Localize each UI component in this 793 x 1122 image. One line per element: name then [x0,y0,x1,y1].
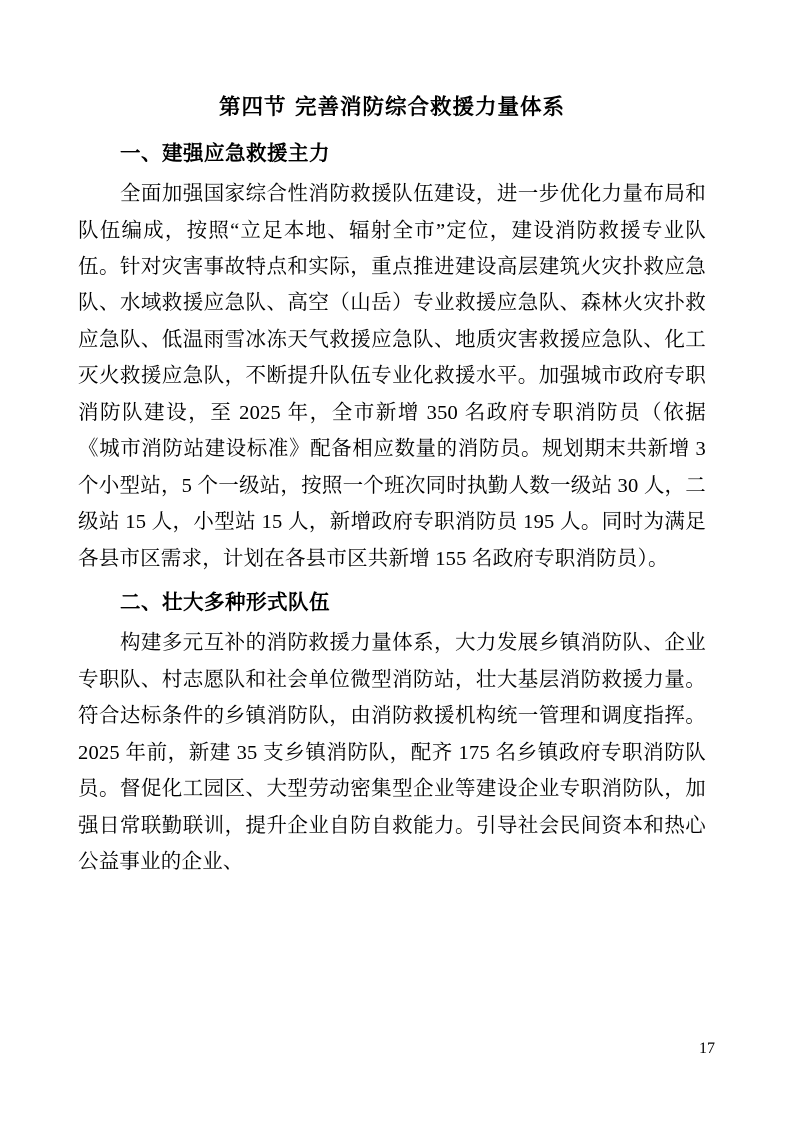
section-heading-1: 一、建强应急救援主力 [120,141,330,166]
page-title: 第四节 完善消防综合救援力量体系 [219,95,565,120]
page-number: 17 [699,1040,715,1057]
section-heading-2: 二、壮大多种形式队伍 [120,590,330,615]
section-paragraph-1: 全面加强国家综合性消防救援队伍建设，进一步优化力量布局和队伍编成，按照“立足本地、辐射全市”定位，建设消防救援专业队伍。针对灾害事故特点和实际，重点推进建设高层建筑火灾扑救应急队、水域救援应急队、高空（山岳）专业救援应急队、森林火灾扑救应急队、低温雨雪冰冻天气救援应急队、地质灾害救援应急队、化工灭火救援应急队，不断提升队伍专业化救援水平。加强城市政府专职消防队建设，至 2025 年，全市新增 350 名政府专职消防员（依据《城市消防站建设标准》配备相应数量的消防员。规划期末共新增 3 个小型站，5 个一级站，按照一个班次同时执勤人数一级站 30 人，二级站 15 人，小型站 15 人，新增政府专职消防员 195 人。同时为满足各县市区需求，计划在各县市区共新增 155 名政府专职消防员）。 [78,183,706,570]
section-paragraph-2: 构建多元互补的消防救援力量体系，大力发展乡镇消防队、企业专职队、村志愿队和社会单位微型消防站，壮大基层消防救援力量。符合达标条件的乡镇消防队，由消防救援机构统一管理和调度指挥。2025 年前，新建 35 支乡镇消防队，配齐 175 名乡镇政府专职消防队员。督促化工园区、大型劳动密集型企业等建设企业专职消防队，加强日常联勤联训，提升企业自防自救能力。引导社会民间资本和热心公益事业的企业、 [78,632,706,874]
document-body [78,92,706,883]
